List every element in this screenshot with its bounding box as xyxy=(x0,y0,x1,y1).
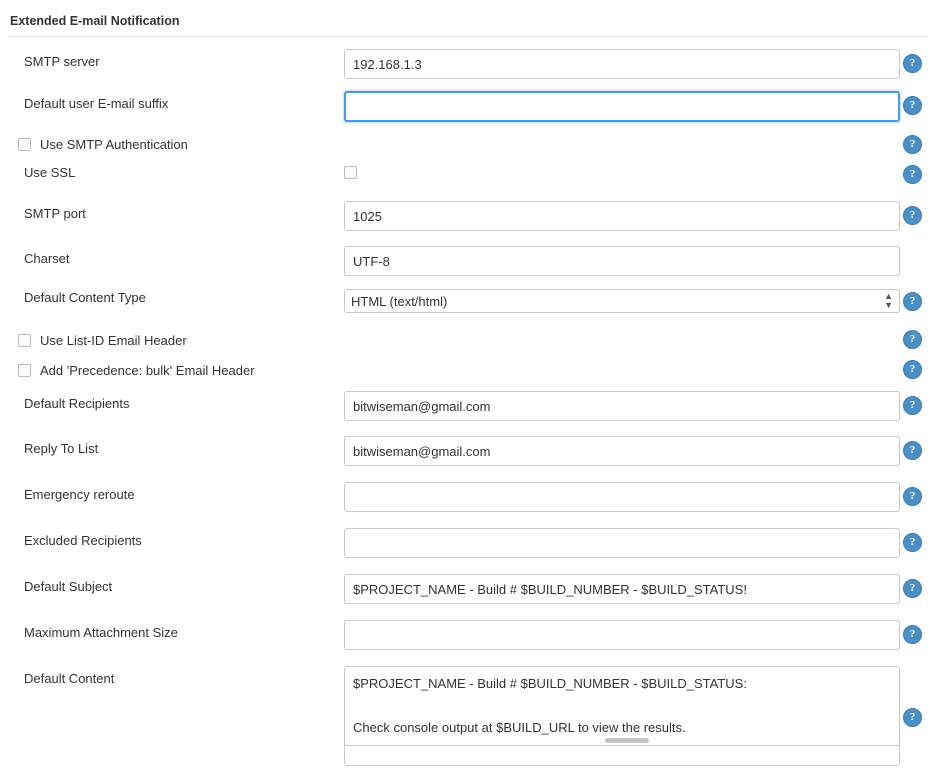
label-default-content: Default Content xyxy=(24,671,115,686)
row-charset xyxy=(0,244,936,276)
help-icon-precedence-bulk[interactable]: ? xyxy=(903,360,922,379)
row-default-recipients xyxy=(0,389,936,421)
label-smtp-server: SMTP server xyxy=(24,54,100,69)
row-use-ssl xyxy=(0,161,936,191)
help-icon-list-id-header[interactable]: ? xyxy=(903,330,922,349)
label-precedence-bulk: Add 'Precedence: bulk' Email Header xyxy=(40,362,255,378)
field-smtp-server xyxy=(322,47,882,79)
reply-to-list-input[interactable] xyxy=(344,436,900,466)
help-icon-default-content-type[interactable]: ? xyxy=(903,292,922,311)
default-content-type-select[interactable] xyxy=(344,289,900,313)
help-icon-default-content[interactable]: ? xyxy=(903,708,922,727)
field-default-recipients xyxy=(322,389,882,421)
row-default-content xyxy=(0,664,936,769)
smtp-server-input[interactable] xyxy=(344,49,900,79)
field-default-subject xyxy=(322,572,882,604)
label-use-smtp-auth: Use SMTP Authentication xyxy=(40,136,188,152)
label-default-content-type: Default Content Type xyxy=(24,290,146,305)
field-reply-to-list xyxy=(322,434,882,466)
help-icon-default-recipients[interactable]: ? xyxy=(903,396,922,415)
default-recipients-input[interactable] xyxy=(344,391,900,421)
field-use-ssl xyxy=(322,161,882,182)
horizontal-scrollbar[interactable] xyxy=(344,735,900,746)
default-content-type-select-wrap xyxy=(344,289,900,313)
row-default-content-type xyxy=(0,286,936,316)
label-charset: Charset xyxy=(24,251,70,266)
label-use-ssl: Use SSL xyxy=(24,165,76,180)
page-title: Extended E-mail Notification xyxy=(10,14,180,28)
scrollbar-thumb[interactable] xyxy=(605,738,649,743)
field-default-content-type xyxy=(322,286,893,313)
checkbox-box-list-id-header[interactable] xyxy=(18,334,31,347)
checkbox-use-smtp-auth[interactable] xyxy=(0,131,340,157)
help-icon-use-ssl[interactable]: ? xyxy=(903,165,922,184)
row-excluded-recipients xyxy=(0,526,936,558)
emergency-reroute-input[interactable] xyxy=(344,482,900,512)
smtp-port-input[interactable] xyxy=(344,201,900,231)
help-icon-email-suffix[interactable]: ? xyxy=(903,96,922,115)
row-email-suffix xyxy=(0,89,936,122)
email-suffix-input[interactable] xyxy=(344,91,900,122)
row-max-attachment-size xyxy=(0,618,936,650)
field-default-content xyxy=(322,664,882,769)
charset-input[interactable] xyxy=(344,246,900,276)
max-attachment-size-input[interactable] xyxy=(344,620,900,650)
label-emergency-reroute: Emergency reroute xyxy=(24,487,135,502)
field-excluded-recipients xyxy=(322,526,882,558)
row-reply-to-list xyxy=(0,434,936,466)
help-icon-max-attachment-size[interactable]: ? xyxy=(903,625,922,644)
field-charset xyxy=(322,244,882,276)
label-reply-to-list: Reply To List xyxy=(24,441,99,456)
help-icon-emergency-reroute[interactable]: ? xyxy=(903,487,922,506)
row-list-id-header xyxy=(0,327,936,357)
label-email-suffix: Default user E-mail suffix xyxy=(24,96,169,111)
section-divider xyxy=(8,36,928,37)
checkbox-box-use-smtp-auth[interactable] xyxy=(18,138,31,151)
row-precedence-bulk xyxy=(0,357,936,387)
field-max-attachment-size xyxy=(322,618,882,650)
row-use-smtp-auth xyxy=(0,131,936,161)
checkbox-list-id-header[interactable] xyxy=(0,327,340,353)
help-icon-excluded-recipients[interactable]: ? xyxy=(903,533,922,552)
excluded-recipients-input[interactable] xyxy=(344,528,900,558)
label-default-subject: Default Subject xyxy=(24,579,113,594)
help-icon-use-smtp-auth[interactable]: ? xyxy=(903,135,922,154)
checkbox-box-use-ssl[interactable] xyxy=(344,166,357,179)
row-emergency-reroute xyxy=(0,480,936,512)
default-subject-input[interactable] xyxy=(344,574,900,604)
row-smtp-server xyxy=(0,47,936,79)
row-default-subject xyxy=(0,572,936,604)
checkbox-box-precedence-bulk[interactable] xyxy=(18,364,31,377)
help-icon-default-subject[interactable]: ? xyxy=(903,579,922,598)
help-icon-smtp-server[interactable]: ? xyxy=(903,54,922,73)
field-emergency-reroute xyxy=(322,480,882,512)
chevron-updown-icon: ▲ ▼ xyxy=(884,291,893,310)
default-content-textarea[interactable] xyxy=(344,666,900,766)
help-icon-smtp-port[interactable]: ? xyxy=(903,206,922,225)
field-email-suffix xyxy=(322,89,882,122)
row-smtp-port xyxy=(0,199,936,231)
label-excluded-recipients: Excluded Recipients xyxy=(24,533,142,548)
help-icon-reply-to-list[interactable]: ? xyxy=(903,441,922,460)
label-list-id-header: Use List-ID Email Header xyxy=(40,332,187,348)
checkbox-precedence-bulk[interactable] xyxy=(0,357,340,383)
label-default-recipients: Default Recipients xyxy=(24,396,130,411)
label-max-attachment-size: Maximum Attachment Size xyxy=(24,625,178,640)
field-smtp-port xyxy=(322,199,882,231)
label-smtp-port: SMTP port xyxy=(24,206,86,221)
